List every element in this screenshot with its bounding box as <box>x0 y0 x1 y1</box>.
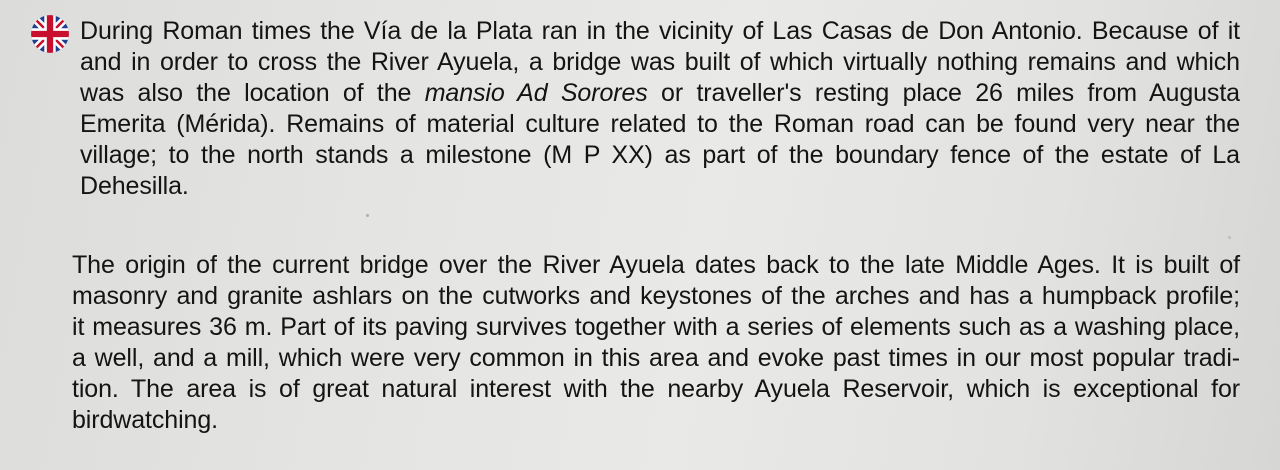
text-line: tion. The area is of great natural interest with the nearby Ayuela Reservoir, which is exceptional for <box>72 375 1240 403</box>
text-segment: or traveller's resting place 26 miles from Augusta <box>647 79 1240 107</box>
text-segment: was also the location of the <box>80 79 425 107</box>
text-line: During Roman times the Vía de la Plata ran in the vicinity of Las Casas de Don Antonio. Because of it <box>80 17 1240 45</box>
text-line: village; to the north stands a milestone (M P XX) as part of the boundary fence of the estate of La <box>80 141 1240 169</box>
text-line: and in order to cross the River Ayuela, a bridge was built of which virtually nothing remains and which <box>80 48 1240 76</box>
surface-speck <box>1228 236 1231 239</box>
text-line: masonry and granite ashlars on the cutworks and keystones of the arches and has a humpback profile; <box>72 282 1240 310</box>
text-line: The origin of the current bridge over the River Ayuela dates back to the late Middle Ages. It is built of <box>72 251 1240 279</box>
english-paragraph-1 <box>80 16 1240 202</box>
english-paragraph-2 <box>72 250 1240 436</box>
text-line <box>80 78 1240 109</box>
union-jack-flag-icon <box>31 15 69 53</box>
text-line: it measures 36 m. Part of its paving survives together with a series of elements such as a washing place, <box>72 313 1240 341</box>
text-line: birdwatching. <box>72 406 219 434</box>
text-line: Dehesilla. <box>80 172 189 200</box>
text-line: a well, and a mill, which were very common in this area and evoke past times in our most popular tradi- <box>72 344 1240 372</box>
text-line: Emerita (Mérida). Remains of material culture related to the Roman road can be found very near the <box>80 110 1240 138</box>
italic-latin-term: mansio Ad Sorores <box>424 79 648 107</box>
surface-speck <box>366 214 369 217</box>
